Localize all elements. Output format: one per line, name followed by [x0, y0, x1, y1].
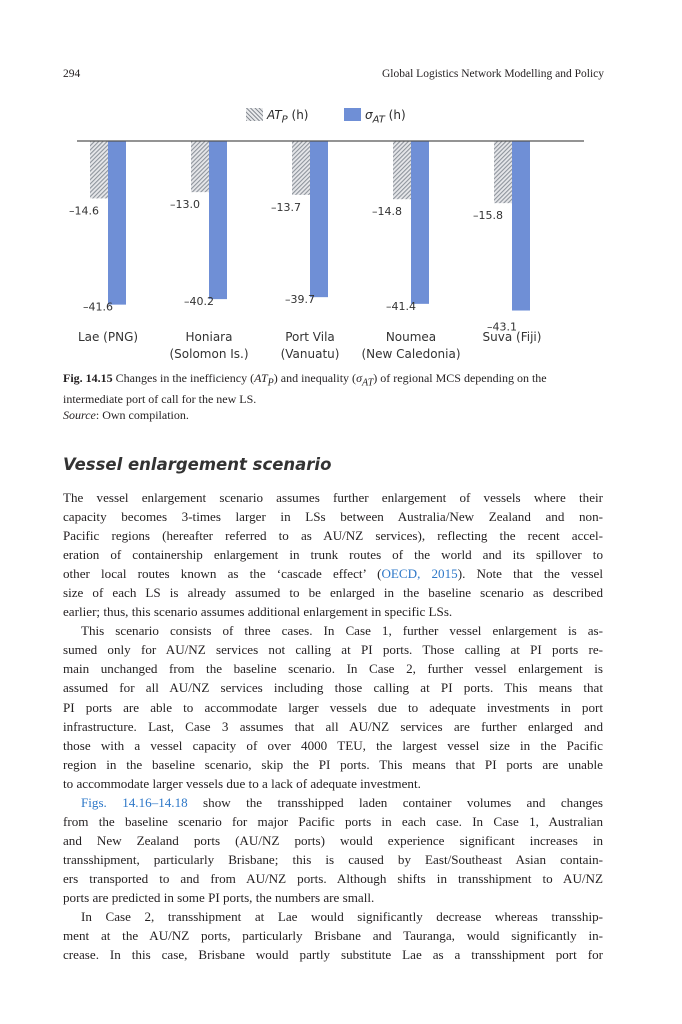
value-label-atp: –13.7 — [271, 200, 301, 214]
value-label-sigma: –40.2 — [184, 295, 214, 309]
text-line: main unchanged from the baseline scenario. In Case 2, further vessel enlargement is — [63, 661, 603, 677]
caption-label: Fig. 14.15 — [63, 371, 113, 385]
bar-chart — [63, 100, 604, 370]
category-label: Lae (PNG) — [77, 330, 139, 344]
paragraph — [63, 793, 603, 907]
caption-subscript: AT — [361, 377, 374, 389]
text-line: and New Zealand ports (AU/NZ ports) would experience significant increases in — [63, 832, 603, 848]
paragraph — [63, 907, 603, 964]
value-label-sigma: –41.4 — [386, 299, 416, 313]
bar-atp — [292, 141, 310, 195]
figure-link[interactable]: Figs. 14.16–14.18 — [81, 794, 188, 810]
value-label-atp: –14.6 — [69, 204, 99, 218]
bar-sigma — [108, 141, 126, 305]
value-label-sigma: –43.1 — [487, 320, 517, 334]
legend-unit: (h) — [287, 108, 309, 122]
text-segment: show the transshipped laden container volumes and changes — [187, 794, 604, 810]
page-number: 294 — [63, 68, 81, 80]
running-title: Global Logistics Network Modelling and Policy — [382, 68, 604, 80]
legend-subscript: AT — [372, 114, 385, 126]
text-line: In Case 2, transshipment at Lae would significantly decrease whereas transship- — [81, 909, 603, 925]
legend-symbol: σ — [365, 108, 373, 122]
legend-subscript: P — [281, 114, 288, 126]
bar-sigma — [310, 141, 328, 297]
value-label-atp: –13.0 — [170, 198, 200, 212]
bar-atp — [393, 141, 411, 199]
body-text — [63, 488, 603, 964]
caption-source: : Own compilation. — [95, 408, 189, 423]
figure-caption — [63, 370, 608, 423]
text-line: size of each LS is already assumed to be enlarged in the baseline scenario as described — [63, 585, 603, 601]
text-line: from the baseline scenario for major Pacific ports in each case. In Case 1, Australian — [63, 813, 603, 829]
bar-sigma — [209, 141, 227, 299]
text-line: earlier; thus, this scenario assumes additional enlargement in specific LSs. — [63, 604, 453, 620]
category-label: Suva (Fiji) — [482, 330, 542, 344]
category-sublabel: (New Caledonia) — [361, 347, 461, 361]
value-label-atp: –15.8 — [473, 209, 503, 223]
text-line: crease. In this case, Brisbane would partly substitute Lae as a transshipment port for — [63, 947, 603, 963]
text-line: eration of containership enlargement in trunk routes of the world and its spillover to — [63, 547, 603, 563]
caption-text: ) of regional MCS depending on the intermediate port of call for the new LS. — [63, 371, 547, 407]
category-label: Port Vila — [285, 330, 335, 344]
text-line: infrastructure. Last, Case 3 assumes that all AU/NZ services are further enlarged and — [63, 718, 603, 734]
value-label-sigma: –39.7 — [285, 293, 315, 307]
bar-atp — [191, 141, 209, 192]
citation-link[interactable]: OECD, 2015 — [381, 566, 458, 582]
caption-subscript: P — [267, 377, 274, 389]
bar-sigma — [411, 141, 429, 304]
category-label: Honiara — [185, 330, 233, 344]
caption-source-label: Source — [63, 408, 96, 423]
figure-14-15 — [63, 100, 604, 370]
bar-atp — [494, 141, 512, 203]
text-line: This scenario consists of three cases. In Case 1, further vessel enlargement is as- — [81, 623, 603, 639]
caption-symbol: AT — [254, 371, 268, 385]
text-line: ports are predicted in some PI ports, the numbers are small. — [63, 889, 375, 905]
category-sublabel: (Solomon Is.) — [169, 347, 249, 361]
text-segment: ). Note that the vessel — [457, 566, 604, 582]
text-line: ment at the AU/NZ ports, particularly Brisbane and Tauranga, would significantly in- — [63, 928, 603, 944]
text-line: capacity becomes 3-times larger in LSs between Australia/New Zealand and non- — [63, 509, 603, 525]
paragraph — [63, 488, 603, 621]
text-line: sumed only for AU/NZ services not calling at PI ports. Those calling at PI ports re- — [63, 642, 603, 658]
paragraph — [63, 621, 603, 792]
value-label-sigma: –41.6 — [83, 300, 113, 314]
text-line: those with a vessel capacity of over 4000 TEU, the largest vessel size in the Pacific — [63, 737, 603, 753]
legend-symbol: AT — [267, 108, 282, 122]
category-sublabel: (Vanuatu) — [280, 347, 340, 361]
text-line: transshipment, particularly Brisbane; this is caused by East/Southeast Asian contain- — [63, 851, 603, 867]
text-line: PI ports are able to accommodate larger vessels due to adequate investments in port — [63, 699, 603, 715]
caption-text: ) and inequality ( — [273, 371, 357, 385]
text-line: region in the baseline scenario, skip the PI ports. This means that PI ports are unable — [63, 756, 603, 772]
text-line — [63, 564, 603, 583]
text-line: assumed for all AU/NZ services including those calling at PI ports. This means that — [63, 680, 603, 696]
category-label: Noumea — [385, 330, 437, 344]
bar-atp — [90, 141, 108, 198]
text-segment: other local routes known as the ‘cascade effect’ ( — [63, 566, 382, 582]
text-line: Pacific regions (hereafter referred to as AU/NZ services), reflecting the recent accel- — [63, 528, 603, 544]
text-line: The vessel enlargement scenario assumes further enlargement of vessels where their — [63, 490, 603, 505]
legend-unit: (h) — [384, 108, 406, 122]
text-line — [63, 793, 603, 812]
value-label-atp: –14.8 — [372, 205, 402, 219]
bar-sigma — [512, 141, 530, 311]
caption-text: Changes in the inefficiency ( — [112, 371, 255, 385]
text-line: to accommodate larger vessels due to a lack of adequate investment. — [63, 775, 421, 791]
text-line: ers transported to and from AU/NZ ports. Although shifts in transshipment to AU/NZ — [63, 870, 603, 886]
section-title: Vessel enlargement scenario — [63, 455, 332, 474]
caption-symbol: σ — [356, 371, 362, 385]
